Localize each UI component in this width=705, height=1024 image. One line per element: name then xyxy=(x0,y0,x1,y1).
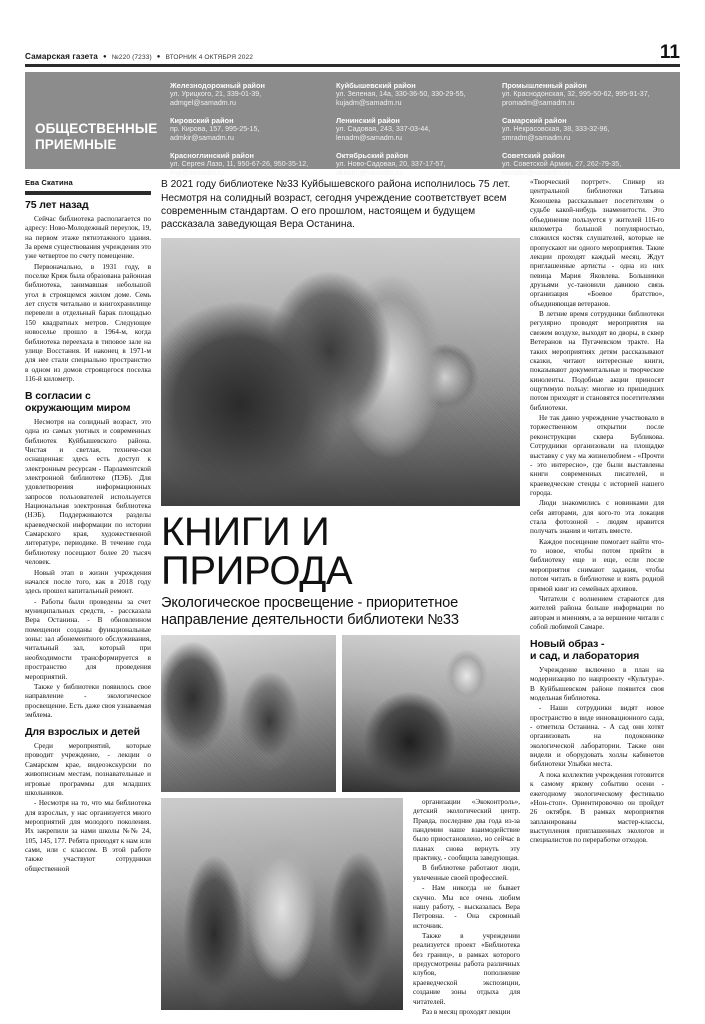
paragraph: Сейчас библиотека располагается по адресу: Ново-Молодежный переулок, 19, на первом этаже пятиэтажного здания. За время существования учреждения это уже четвертое по счету помещение. xyxy=(25,214,151,261)
article-body xyxy=(25,178,680,1018)
paragraph: Учреждение включено в план на модернизацию по нацпроекту «Культура». В Куйбышевском районе появится своя модельная библиотека. xyxy=(530,665,664,702)
band-title-line1: ОБЩЕСТВЕННЫЕ xyxy=(35,121,158,137)
photo-audience-at-library-lecture xyxy=(342,635,520,792)
district-name: Железнодорожный район xyxy=(170,81,265,91)
district-email[interactable]: oktadm@samadm.ru xyxy=(335,169,402,178)
district-address: ул. Сергея Лазо, 11, 950-67-26, 950-35-12, xyxy=(170,160,309,169)
paragraph: Первоначально, в 1931 году, в поселке Кряж была образована районная библиотека, занимавшая небольшой угол в строящемся жилом доме. Семь лет спустя читальню и книгохранилище перевели в отдельный барак площадью 150 квадратных метров. Следующее новоселье прошло в 1964-м, когда библиотека переехала в типовое зале на улице Восстания. И наконец в 1971-м для нее стали специально пространство в одном из домов строящегося поселка 116-й километр. xyxy=(25,262,151,383)
photo-grain xyxy=(342,635,520,792)
subheading-new-image xyxy=(530,639,664,663)
photo-librarian-showing-book-at-display-table xyxy=(161,635,336,792)
district-name: Куйбышевский район xyxy=(335,81,416,91)
band-title xyxy=(35,81,170,160)
district-address: ул. Краснодонская, 32, 995-50-62, 995-91-37, xyxy=(501,90,650,99)
paragraph: - Несмотря на то, что мы библиотека для взрослых, у нас организуется много мероприятий для молодого поколения. Их закрепили за нами школы №№ 24, 105, 145, 177. Ребята приходят к нам или сами, или с классом. В этой работе также участвуют сотрудники общественной xyxy=(25,799,151,873)
district-email[interactable]: sovadm@samadm.ru xyxy=(501,169,570,178)
contact-item xyxy=(502,151,660,178)
photo-librarian-with-group-of-schoolchildren xyxy=(161,798,403,1010)
paragraph: - Наши сотрудники видят новое пространство в виде инновационного сада, - отметила Останина. - А сад они хотят организовать на подоконнике экологической лаборатории. Также они видели и оборудовать холлы кабинетов библиотеки Улыбки места. xyxy=(530,704,664,769)
paragraph: Каждое посещение помогает найти что-то новое, чтобы потом прийти в библиотеку еще и еще, если после мероприятия снимают задания, чтобы потом читать в библиотеке и взять родной прямой книг из семейных архивов. xyxy=(530,537,664,593)
column-rule xyxy=(25,191,151,195)
contact-item xyxy=(336,116,494,143)
paragraph: Люди знакомились с новинками для себя авторами, для кого-то эта локация стала фотозоной - людям нравится получать знания и читать вместе. xyxy=(530,499,664,536)
paragraph: Раз в месяц проходят лекции xyxy=(422,1007,511,1016)
paragraph: А пока коллектив учреждения готовится к самому яркому событию осени - ежегодному экологическому фестивалю «Нон-стоп». Ориентировочно он пройдет 26 октября. В рамках мероприятия запланированы мастер-классы, выступления приглашенных экологов и специалистов по переработке отходов. xyxy=(530,770,664,845)
paragraph: Среди мероприятий, которые проводит учреждение, - лекции о Самарском крае, видеоэкскурсии по живописным местам, познавательные и игровые программы для младших школьников. xyxy=(25,742,151,797)
issue-number: №220 (7233) xyxy=(111,54,152,62)
paragraph: - Нам никогда не бывает скучно. Мы все очень любим нашу работу, - высказалась Вера Петровна. - Она скромный источник. xyxy=(413,884,520,930)
paragraph: организации «Экоконтроль», детский экологический центр. Правда, последние два года из-за пандемии наше взаимодействие было приостановлено, но сейчас в планах снова вернуть эту практику, - сообщила заведующая. xyxy=(413,797,520,863)
article-deck: Экологическое просвещение - приоритетное направление деятельности библиотеки №33 xyxy=(161,595,459,628)
separator-dot-2: ● xyxy=(156,54,161,61)
district-email[interactable]: krgl@samadm.ru xyxy=(170,169,225,178)
public-reception-band xyxy=(25,72,680,178)
contact-item xyxy=(502,81,660,108)
band-columns xyxy=(170,81,668,178)
left-column xyxy=(25,178,151,1018)
contact-item xyxy=(170,151,328,178)
district-address: ул. Некрасовская, 38, 333-32-96, xyxy=(501,125,610,134)
paragraph: Не так давно учреждение участвовало в торжественном открытии после реконструкции сквера Бубликова. Сотрудники организовали на площадке выставку с уку ма жизнелюбием - «Прочти - это интересно», где были выставлены книги современных писателей, и краеведческие стенды с историей нашего города. xyxy=(530,414,664,497)
paragraph: «Творческий портрет». Спикер из центральной библиотеки Татьяна Коношева рассказывает посетителям о судьбе какой-нибудь знаменитости. Это объединение пользуется у жителей 116-го километра большой популярностью, сложился костяк слушателей, которые не пропускают ни одного мероприятия. Такие лекции проходят каждый месяц. Ждут приглашенные артисты - одна из них певица Мария Яковлева. Большинки друзьями ус-тановили давнюю связь организация «Боевое братство», объединяющая ветеранов. xyxy=(530,178,664,308)
subheading-for-adults-and-children: Для взрослых и детей xyxy=(25,726,140,739)
band-column-1 xyxy=(170,81,336,178)
band-title-line2: ПРИЕМНЫЕ xyxy=(35,137,117,153)
masthead xyxy=(25,0,680,61)
photo-children-looking-at-books-with-globe xyxy=(161,238,520,506)
photo-grain xyxy=(161,798,403,1010)
contact-item xyxy=(170,116,328,143)
paragraph: Новый этап в жизни учреждения начался после того, как в 2018 году здесь прошел капитальный ремонт. xyxy=(25,568,151,596)
separator-dot: ● xyxy=(102,54,107,61)
subheading-new-image-line1: Новый образ - xyxy=(530,638,605,651)
photo-row xyxy=(161,635,520,792)
paragraph: Также в учреждении реализуется проект «Библиотека без границ», в рамках которого предусмотрены работа различных клубов, пополнение краеведческой экспозиции, создание зоны отдыха для читателей. xyxy=(413,932,520,1006)
photo-grain xyxy=(161,238,520,506)
photo-grain xyxy=(161,635,336,792)
district-name: Самарский район xyxy=(501,116,567,125)
district-address: ул. Советской Армии, 27, 262-79-35, xyxy=(501,160,622,169)
paragraph: Несмотря на солидный возраст, это одна из самых уютных и современных библиотек Куйбышевского района. Чистая и светлая, техниче-ски оснащенная: здесь есть доступ к электронным ресурсам - Парламентской электронной библиотеке (ПЭБ). Для удовлетворения информационных запросов пользователей используется Национальная электронная библиотека (НЭБ). Поддерживаются разделы краеведческой информации по истории Самарского края, художественной литературе, периодике. В течение года библиотеку посещают более 20 тысяч человек. xyxy=(25,417,151,567)
contact-item xyxy=(336,151,494,178)
masthead-rule xyxy=(25,64,680,67)
subheading-in-harmony: В согласии с окружающим миром xyxy=(25,390,131,415)
contact-item xyxy=(170,81,328,108)
publication-title: Самарская газета xyxy=(25,52,98,62)
subheading-new-image-line2: и сад, и лаборатория xyxy=(530,650,640,663)
photo-and-text-row xyxy=(161,792,520,1018)
district-email[interactable]: lenadm@samadm.ru xyxy=(335,134,402,143)
paragraph: Также у библиотеки появилось свое направление - экологическое просвещение. Есть даже своя узнаваемая эмблема. xyxy=(25,682,151,719)
contact-item xyxy=(336,81,494,108)
district-address: ул. Урицкого, 21, 339-01-39, xyxy=(170,90,262,99)
district-name: Советский район xyxy=(501,150,565,160)
page-number: 11 xyxy=(659,42,680,63)
district-address: ул. Ново-Садовая, 20, 337-17-57, xyxy=(335,160,446,169)
district-address: ул. Садовая, 243, 337-03-44, xyxy=(335,125,431,134)
paragraph: В библиотеке работают люди, увлеченные своей профессией. xyxy=(413,864,520,882)
paragraph: Читатели с волнением стараются для жителей района больше информации по авторам и мнениям, а за вершение читали с собой любимой Самаре. xyxy=(530,594,664,631)
article-headline: КНИГИ И ПРИРОДА xyxy=(161,509,353,594)
district-name: Кировский район xyxy=(170,116,234,125)
right-column xyxy=(530,178,664,1018)
district-name: Ленинский район xyxy=(335,116,400,125)
masthead-info xyxy=(25,52,253,61)
district-email[interactable]: kujadm@samadm.ru xyxy=(335,99,402,108)
district-name: Октябрьский район xyxy=(335,150,409,160)
district-email[interactable]: smradm@samadm.ru xyxy=(501,134,571,143)
district-name: Промышленный район xyxy=(501,81,587,91)
band-column-3 xyxy=(501,81,668,178)
band-column-2 xyxy=(335,81,502,178)
paragraph: - Работы были проведены за счет муниципальных средств, - рассказала Вера Останина. - В обновленном помещении созданы функциональные зоны: зал абонементного обслуживания, читальный зал, который при необходимости трансформируется в пространство для проведения мероприятий. xyxy=(25,597,151,681)
district-name: Красноглинский район xyxy=(170,150,254,160)
middle-column xyxy=(161,178,520,1018)
district-email[interactable]: admkir@samadm.ru xyxy=(170,134,234,143)
district-email[interactable]: admgel@samadm.ru xyxy=(170,99,236,108)
author-byline: Ева Скатина xyxy=(25,178,73,188)
district-address: ул. Зеленая, 14а, 330-36-50, 330-29-55, xyxy=(335,90,466,99)
district-email[interactable]: promadm@samadm.ru xyxy=(501,99,575,108)
subheading-75-years: 75 лет назад xyxy=(25,199,89,212)
lead-paragraph: В 2021 году библиотеке №33 Куйбышевского района исполнилось 75 лет. Несмотря на солидный возраст, сегодня учреждение соответствует всем современным стандартам. О его прошлом, настоящем и будущем рассказала заведующая Вера Останина. xyxy=(161,179,511,231)
mid-text-column xyxy=(413,792,520,1018)
paragraph: В летние время сотрудники библиотеки регулярно проводят мероприятия на свежем воздухе, выходят во дворы, в сквер Ветеранов на Пугачевском тракте. На таких мероприятиях детям рассказывают сказки, читают интересные книги, показывают документальные и творческие киноленты. Подобные акции приносят ощутимую пользу: многие из пришедших потом приходят и становятся посетителями библиотеки. xyxy=(530,310,664,412)
district-address: пр. Кирова, 157, 995-25-15, xyxy=(170,125,260,134)
issue-date: ВТОРНИК 4 ОКТЯБРЯ 2022 xyxy=(165,54,254,62)
contact-item xyxy=(502,116,660,143)
